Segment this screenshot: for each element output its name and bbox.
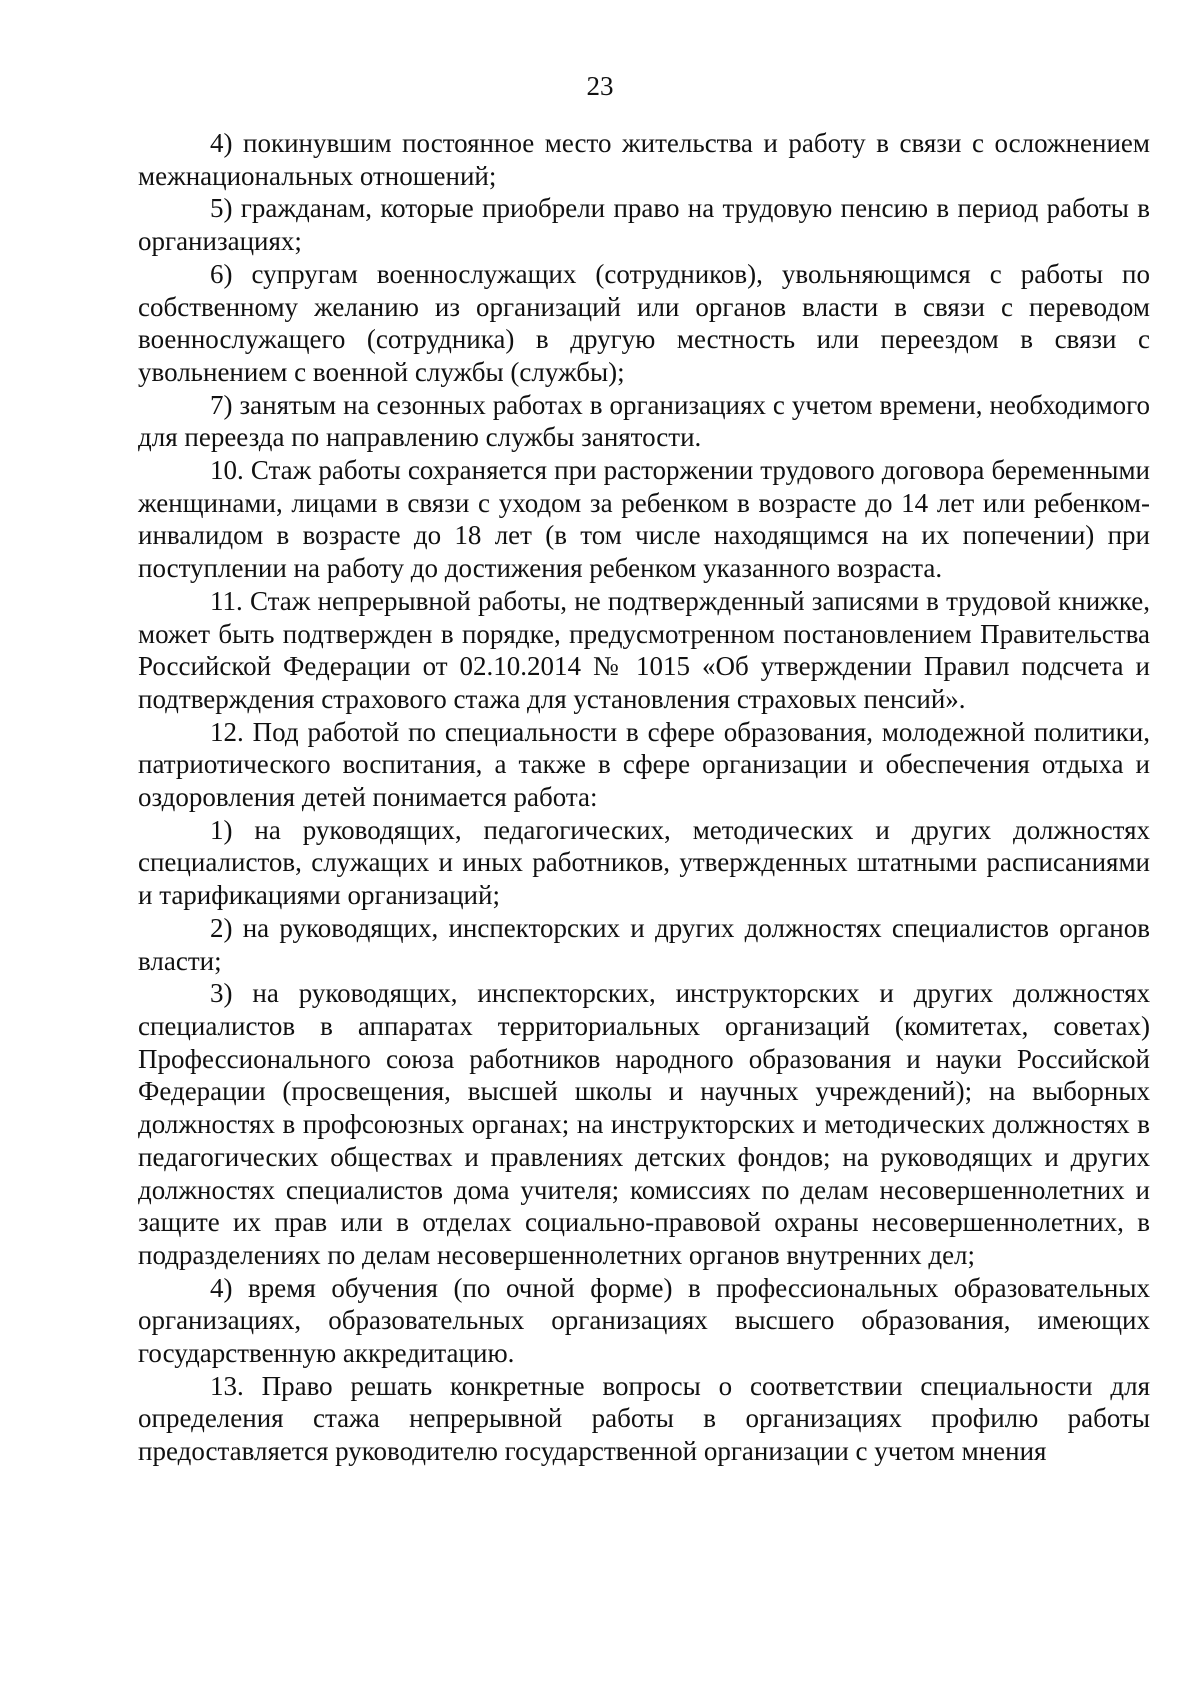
paragraph-section-13: 13. Право решать конкретные вопросы о соответствии специальности для определения стажа непрерывной работы в организациях профилю работы предоставляется руководителю государственной организации с учетом мнения	[138, 1370, 1150, 1467]
paragraph-item-4-interethnic: 4) покинувшим постоянное место жительства и работу в связи с осложнением межнациональных отношений;	[138, 128, 1150, 191]
paragraph-section-12: 12. Под работой по специальности в сфере образования, молодежной политики, патриотического воспитания, а также в сфере организации и обеспечения отдыха и оздоровления детей понимается работа:	[138, 716, 1150, 813]
paragraph-section-12-item-2: 2) на руководящих, инспекторских и других должностях специалистов органов власти;	[138, 912, 1150, 976]
page-number: 23	[586, 71, 614, 101]
paragraph-item-5-labor-pension: 5) гражданам, которые приобрели право на трудовую пенсию в период работы в организациях;	[138, 193, 1150, 257]
paragraph-section-12-item-3: 3) на руководящих, инспекторских, инструкторских и других должностях специалистов в аппаратах территориальных организаций (комитетах, советах) Профессионального союза работников народного образования и науки Российской Федерации (просвещения, высшей школы и научных учреждений); на выборных должностях в профсоюзных органах; на инструкторских и методических должностях в педагогических обществах и правлениях детских фондов; на руководящих и других должностях специалистов дома учителя; комиссиях по делам несовершеннолетних и защите их прав или в отделах социально-правовой охраны несовершеннолетних, в подразделениях по делам несовершеннолетних органов внутренних дел;	[138, 978, 1150, 1270]
paragraph-item-6-military-spouses: 6) супругам военнослужащих (сотрудников), увольняющимся с работы по собственному желанию из организаций или органов власти в связи с переводом военнослужащего (сотрудника) в другую местность или переездом в связи с увольнением с военной службы (службы);	[138, 258, 1150, 387]
document-body	[138, 127, 1150, 1468]
paragraph-section-11: 11. Стаж непрерывной работы, не подтвержденный записями в трудовой книжке, может быть подтвержден в порядке, предусмотренном постановлением Правительства Российской Федерации от 02.10.2014 № 1015 «Об утверждении Правил подсчета и подтверждения страхового стажа для установления страховых пенсий».	[138, 585, 1150, 714]
paragraph-section-12-item-4: 4) время обучения (по очной форме) в профессиональных образовательных организациях, образовательных организациях высшего образования, имеющих государственную аккредитацию.	[138, 1272, 1150, 1369]
paragraph-section-10: 10. Стаж работы сохраняется при расторжении трудового договора беременными женщинами, лицами в связи с уходом за ребенком в возрасте до 14 лет или ребенком-инвалидом в возрасте до 18 лет (в том числе находящимся на их попечении) при поступлении на работу до достижения ребенком указанного возраста.	[138, 455, 1150, 584]
paragraph-item-7-seasonal-work: 7) занятым на сезонных работах в организациях с учетом времени, необходимого для переезда по направлению службы занятости.	[138, 389, 1150, 453]
paragraph-section-12-item-1: 1) на руководящих, педагогических, методических и других должностях специалистов, служащих и иных работников, утвержденных штатными расписаниями и тарификациями организаций;	[138, 814, 1150, 911]
